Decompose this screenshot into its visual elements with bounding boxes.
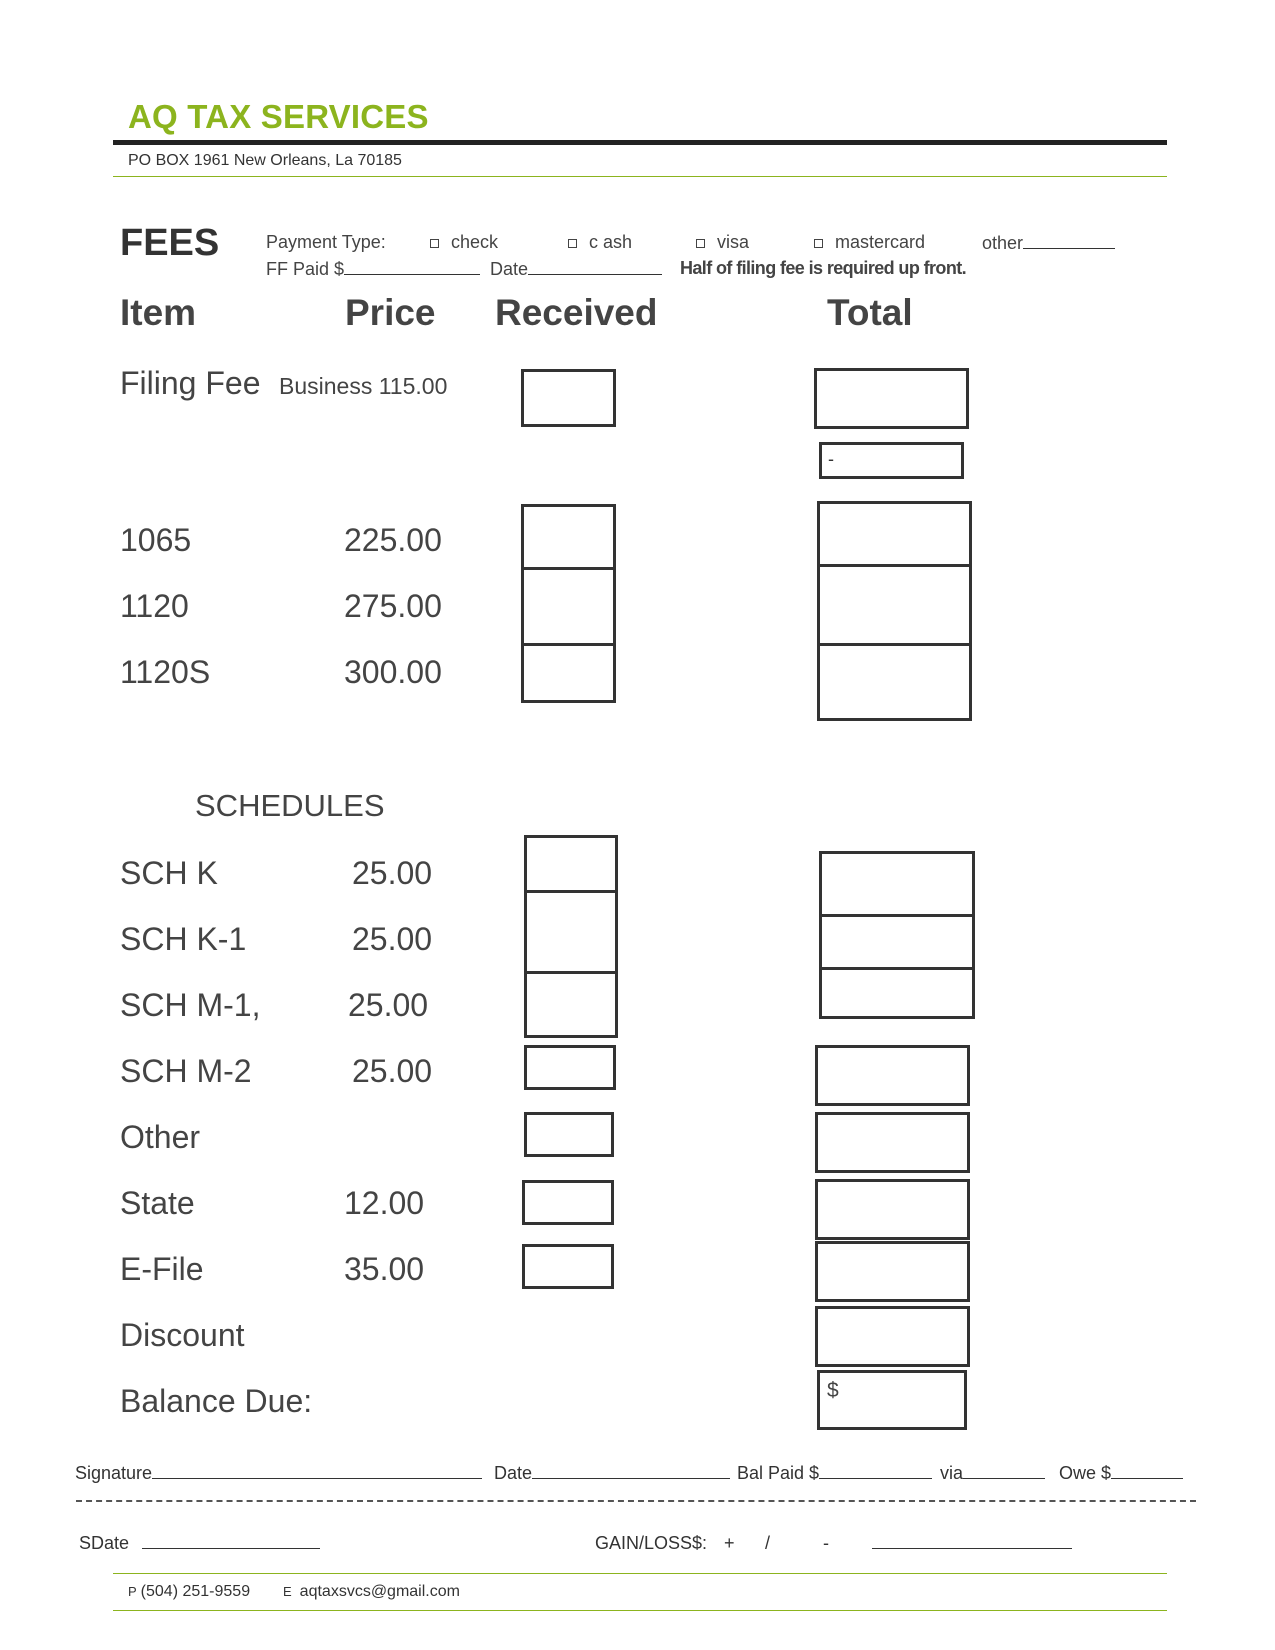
sdate-label: SDate [79,1533,130,1553]
payment-option-visa[interactable] [696,232,749,253]
ff-paid-label: FF Paid $ [266,259,345,279]
form-item: 1120 [120,588,189,624]
sign-date-blank[interactable] [532,1462,730,1479]
filing-fee-label: Filing Fee [120,365,261,401]
checkbox-icon[interactable] [696,239,705,248]
filing-fee-half-box[interactable] [819,442,964,479]
payment-option-cash[interactable] [568,232,632,253]
cut-line [76,1500,1196,1502]
email-prefix: E [283,1584,292,1599]
form-total-box[interactable] [817,501,972,567]
form-total-box[interactable] [817,643,972,721]
schedule-price: 25.00 [352,921,433,957]
form-item: 1065 [120,522,192,558]
ff-paid-field[interactable] [266,258,480,280]
gain-slash: / [765,1533,771,1553]
extra-item: Other [120,1119,201,1155]
bal-paid-blank[interactable] [819,1462,932,1479]
signature-label: Signature [75,1463,153,1483]
checkbox-icon[interactable] [814,239,823,248]
column-received: Received [495,292,658,333]
gain-plus: + [724,1533,735,1553]
schedule-received-box[interactable] [524,890,618,974]
ff-date-blank[interactable] [528,258,662,275]
signature-blank[interactable] [152,1462,482,1479]
schedules-title: SCHEDULES [195,788,385,823]
column-total: Total [827,292,913,333]
schedule-item: SCH K-1 [120,921,247,957]
schedule-price: 25.00 [348,987,429,1023]
via-label: via [940,1463,964,1483]
balance-due-box[interactable] [817,1370,967,1430]
footer-rule-bottom [113,1610,1167,1611]
footer-email[interactable] [283,1583,460,1601]
schedule-total-box[interactable] [819,914,975,970]
footer-phone [128,1583,250,1601]
signature-field[interactable] [75,1462,482,1484]
form-price: 225.00 [344,522,442,558]
form-total-box[interactable] [817,564,972,646]
discount-total-box[interactable] [815,1306,970,1367]
fees-title: FEES [120,222,220,264]
schedule-total-box[interactable] [819,967,975,1019]
filing-fee-total-box[interactable] [814,368,969,429]
other-received-box[interactable] [524,1112,614,1157]
form-item: 1120S [120,654,211,690]
extra-item: E-File [120,1251,204,1287]
phone-prefix: P [128,1584,137,1599]
company-address: PO BOX 1961 New Orleans, La 70185 [128,152,402,169]
extra-price: 12.00 [344,1185,425,1221]
schedule-price: 25.00 [352,855,433,891]
ff-date-field[interactable] [490,258,662,280]
filing-fee-received-box[interactable] [521,369,616,427]
other-blank[interactable] [1023,232,1115,249]
schedule-received-box[interactable] [524,1045,616,1090]
header-rule [113,140,1167,145]
owe-blank[interactable] [1111,1462,1183,1479]
extra-item: Discount [120,1317,245,1353]
form-price: 275.00 [344,588,442,624]
schedule-item: SCH K [120,855,218,891]
payment-option-label: mastercard [835,232,926,252]
ff-paid-blank[interactable] [344,258,480,275]
column-price: Price [345,292,436,333]
gain-minus: - [823,1533,829,1553]
via-field[interactable] [940,1462,1045,1484]
bal-paid-label: Bal Paid $ [737,1463,820,1483]
payment-option-other[interactable] [982,232,1115,254]
company-name: AQ TAX SERVICES [128,98,429,135]
payment-option-label: check [451,232,499,252]
filing-fee-dash: - [828,449,834,469]
sign-date-field[interactable] [494,1462,730,1484]
schedule-received-box[interactable] [524,835,618,893]
checkbox-icon[interactable] [568,239,577,248]
state-received-box[interactable] [522,1180,614,1225]
gain-loss-blank[interactable] [872,1548,1072,1549]
phone-number: (504) 251-9559 [140,1583,251,1600]
balance-due-label: Balance Due: [120,1383,313,1419]
footer-rule-top [113,1573,1167,1574]
other-total-box[interactable] [815,1112,970,1173]
form-received-box[interactable] [521,504,616,570]
email-address[interactable]: aqtaxsvcs@gmail.com [299,1583,460,1600]
form-received-box[interactable] [521,567,616,646]
owe-label: Owe $ [1059,1463,1112,1483]
filing-fee-detail: Business 115.00 [279,373,448,399]
column-item: Item [120,292,197,333]
schedule-received-box[interactable] [524,971,618,1038]
efile-received-box[interactable] [522,1244,614,1289]
schedule-total-box[interactable] [815,1045,970,1106]
checkbox-icon[interactable] [430,239,439,248]
gain-loss-label: GAIN/LOSS$: [595,1533,708,1553]
payment-type-label: Payment Type: [266,232,386,252]
payment-option-check[interactable] [430,232,498,253]
via-blank[interactable] [963,1462,1045,1479]
dollar-sign: $ [827,1379,839,1402]
sign-date-label: Date [494,1463,533,1483]
schedule-price: 25.00 [352,1053,433,1089]
form-price: 300.00 [344,654,442,690]
owe-field[interactable] [1059,1462,1183,1484]
schedule-total-box[interactable] [819,851,975,917]
extra-item: State [120,1185,195,1221]
state-total-box[interactable] [815,1179,970,1240]
extra-price: 35.00 [344,1251,425,1287]
sdate-blank[interactable] [142,1548,320,1549]
other-label: other [982,233,1024,253]
payment-option-label: c ash [589,232,633,252]
payment-option-mastercard[interactable] [814,232,925,253]
schedule-item: SCH M-1, [120,987,261,1023]
ff-date-label: Date [490,259,529,279]
filing-fee-note: Half of filing fee is required up front. [680,258,967,278]
payment-option-label: visa [717,232,750,252]
bal-paid-field[interactable] [737,1462,932,1484]
address-rule [113,176,1167,177]
schedule-item: SCH M-2 [120,1053,252,1089]
efile-total-box[interactable] [815,1241,970,1302]
form-received-box[interactable] [521,643,616,703]
